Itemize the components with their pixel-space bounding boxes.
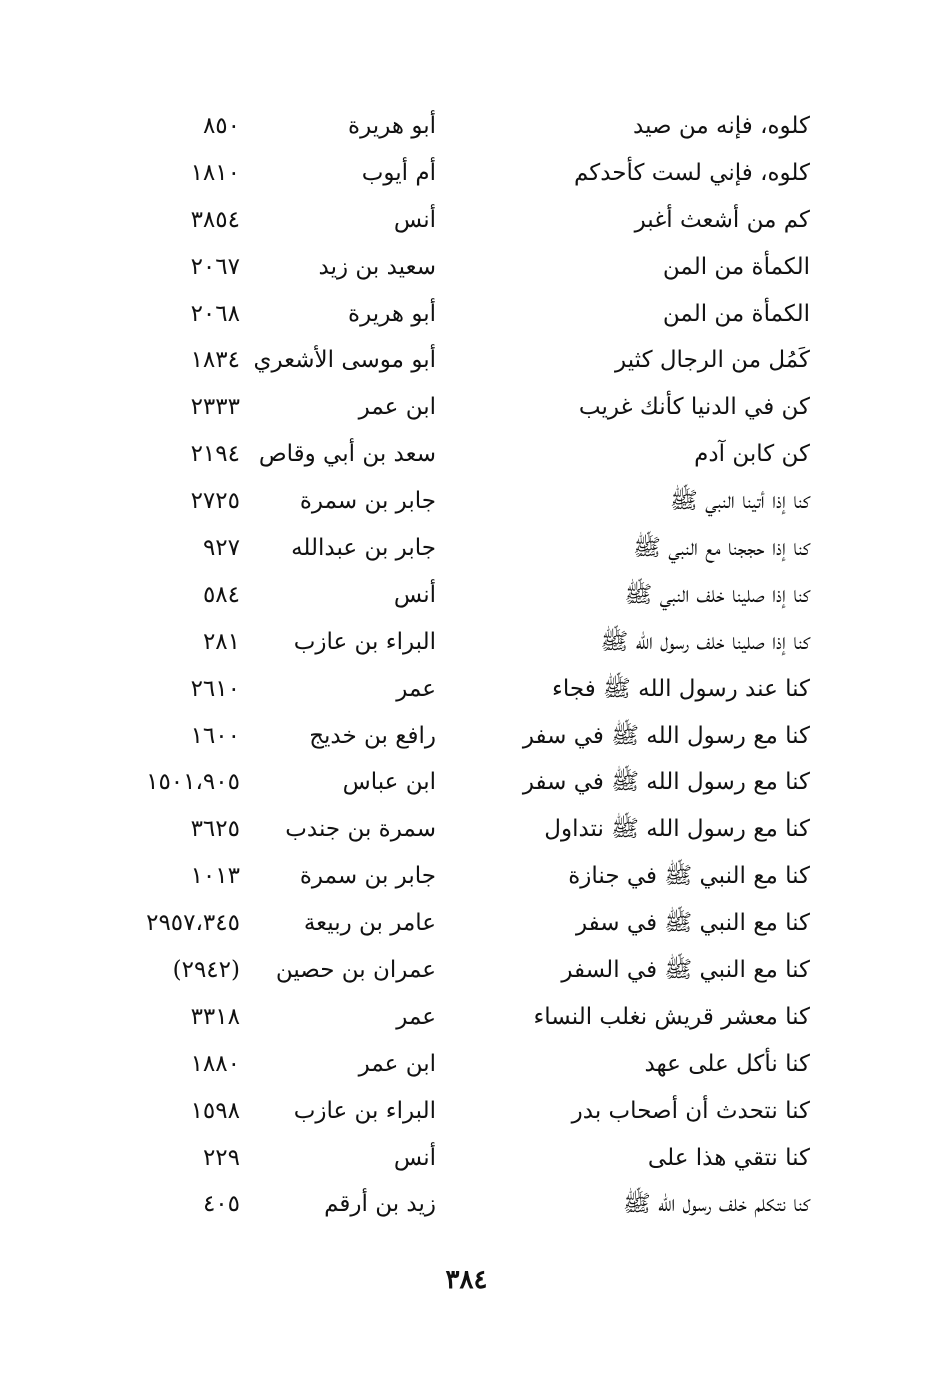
hadith-text: كنا إذا صلينا خلف رسول الله ﷺ [600, 628, 810, 655]
narrator-name: البراء بن عازب [293, 1097, 436, 1124]
hadith-number: ٢٢٩ [202, 1144, 240, 1171]
narrator-name: أم أيوب [361, 159, 436, 186]
index-table [0, 103, 933, 1228]
narrator-name: زيد بن أرقم [324, 1191, 436, 1218]
hadith-number: ٣٣١٨ [190, 1003, 240, 1030]
hadith-text: كلوه، فإنه من صيد [633, 113, 810, 139]
hadith-number: ٢٧٢٥ [190, 488, 240, 515]
hadith-number: ٣٨٥٤ [190, 206, 240, 233]
narrator-name: أنس [393, 206, 436, 233]
hadith-text: كنا إذا أتينا النبي ﷺ [670, 488, 810, 515]
hadith-text: كنا عند رسول الله ﷺ فجاء [552, 675, 810, 702]
table-row [0, 291, 933, 338]
narrator-name: عامر بن ربيعة [303, 910, 436, 937]
hadith-number: ١٨١٠ [190, 159, 240, 186]
hadith-text: كنا مع رسول الله ﷺ في سفر [522, 722, 810, 749]
page-number: ٣٨٤ [445, 1265, 488, 1295]
narrator-name: جابر بن عبدالله [291, 535, 436, 562]
hadith-number: ٨٥٠ [202, 113, 240, 139]
hadith-number: (٢٩٤٢) [172, 957, 240, 984]
table-row [0, 759, 933, 806]
hadith-number: ١٨٨٠ [190, 1050, 240, 1077]
hadith-text: كنا نتكلم خلف رسول الله ﷺ [622, 1191, 810, 1218]
narrator-name: عمر [396, 675, 436, 702]
narrator-name: سعد بن أبي وقاص [258, 441, 436, 468]
narrator-name: أبو هريرة [348, 300, 436, 327]
hadith-number: ١٥٩٨ [190, 1097, 240, 1124]
hadith-text: كنا معشر قريش نغلب النساء [533, 1003, 810, 1030]
hadith-text: كنا إذا صلينا خلف النبي ﷺ [624, 581, 810, 608]
hadith-text: كنا مع رسول الله ﷺ في سفر [522, 769, 810, 796]
narrator-name: ابن عمر [358, 394, 436, 421]
hadith-text: كنا إذا حججنا مع النبي ﷺ [633, 535, 810, 562]
hadith-number: ٢١٩٤ [190, 441, 240, 468]
narrator-name: رافع بن خديج [309, 722, 436, 749]
hadith-number: ٢٨١ [202, 628, 240, 655]
hadith-number: ٩٢٧ [202, 535, 240, 562]
narrator-name: جابر بن سمرة [299, 863, 436, 890]
narrator-name: البراء بن عازب [293, 628, 436, 655]
table-row [0, 384, 933, 431]
table-row [0, 713, 933, 760]
hadith-number: ٢٣٣٣ [190, 394, 240, 421]
hadith-number: ٣٦٢٥ [190, 816, 240, 843]
hadith-number: ١٦٠٠ [190, 722, 240, 749]
hadith-number: ٢٦١٠ [190, 675, 240, 702]
table-row [0, 619, 933, 666]
narrator-name: عمر [396, 1003, 436, 1030]
hadith-text: كنا مع رسول الله ﷺ نتداول [544, 816, 810, 843]
narrator-name: أنس [393, 1144, 436, 1171]
table-row [0, 1041, 933, 1088]
hadith-text: كن في الدنيا كأنك غريب [578, 394, 810, 421]
hadith-text: كَمُل من الرجال كثير [615, 347, 810, 374]
table-row [0, 947, 933, 994]
hadith-number: ١٨٣٤ [190, 347, 240, 374]
table-row [0, 150, 933, 197]
table-row [0, 1181, 933, 1228]
narrator-name: ابن عمر [358, 1050, 436, 1077]
narrator-name: سمرة بن جندب [285, 816, 436, 843]
table-row [0, 431, 933, 478]
table-row [0, 478, 933, 525]
hadith-text: كنا مع النبي ﷺ في جنازة [568, 863, 810, 890]
hadith-number: ٥٨٤ [202, 581, 240, 608]
table-row [0, 197, 933, 244]
table-row [0, 244, 933, 291]
hadith-text: كم من أشعث أغبر [634, 206, 810, 233]
hadith-text: كن كابن آدم [694, 441, 810, 468]
table-row [0, 900, 933, 947]
hadith-number: ١٥٠١،٩٠٥ [146, 769, 240, 796]
table-row [0, 853, 933, 900]
hadith-number: ١٠١٣ [190, 863, 240, 890]
table-row [0, 103, 933, 150]
table-row [0, 525, 933, 572]
hadith-number: ٢٠٦٧ [190, 253, 240, 280]
narrator-name: أبو هريرة [348, 113, 436, 139]
narrator-name: جابر بن سمرة [299, 488, 436, 515]
table-row [0, 806, 933, 853]
table-row [0, 1088, 933, 1135]
table-row [0, 994, 933, 1041]
hadith-text: كلوه، فإني لست كأحدكم [573, 159, 810, 186]
hadith-text: الكمأة من المن [662, 253, 810, 280]
hadith-number: ٤٠٥ [202, 1191, 240, 1218]
hadith-number: ٢٩٥٧،٣٤٥ [146, 910, 240, 937]
table-row [0, 337, 933, 384]
narrator-name: أنس [393, 581, 436, 608]
table-row [0, 572, 933, 619]
narrator-name: عمران بن حصين [275, 957, 436, 984]
hadith-text: كنا نأكل على عهد [644, 1050, 810, 1077]
hadith-text: كنا مع النبي ﷺ في السفر [561, 957, 810, 984]
hadith-text: كنا مع النبي ﷺ في سفر [575, 910, 810, 937]
narrator-name: سعيد بن زيد [318, 253, 436, 280]
table-row [0, 666, 933, 713]
narrator-name: أبو موسى الأشعري [253, 347, 436, 374]
hadith-text: الكمأة من المن [662, 300, 810, 327]
hadith-text: كنا نتحدث أن أصحاب بدر [571, 1097, 810, 1124]
narrator-name: ابن عباس [342, 769, 436, 796]
hadith-number: ٢٠٦٨ [190, 300, 240, 327]
hadith-text: كنا نتقي هذا على [647, 1144, 810, 1171]
table-row [0, 1135, 933, 1182]
